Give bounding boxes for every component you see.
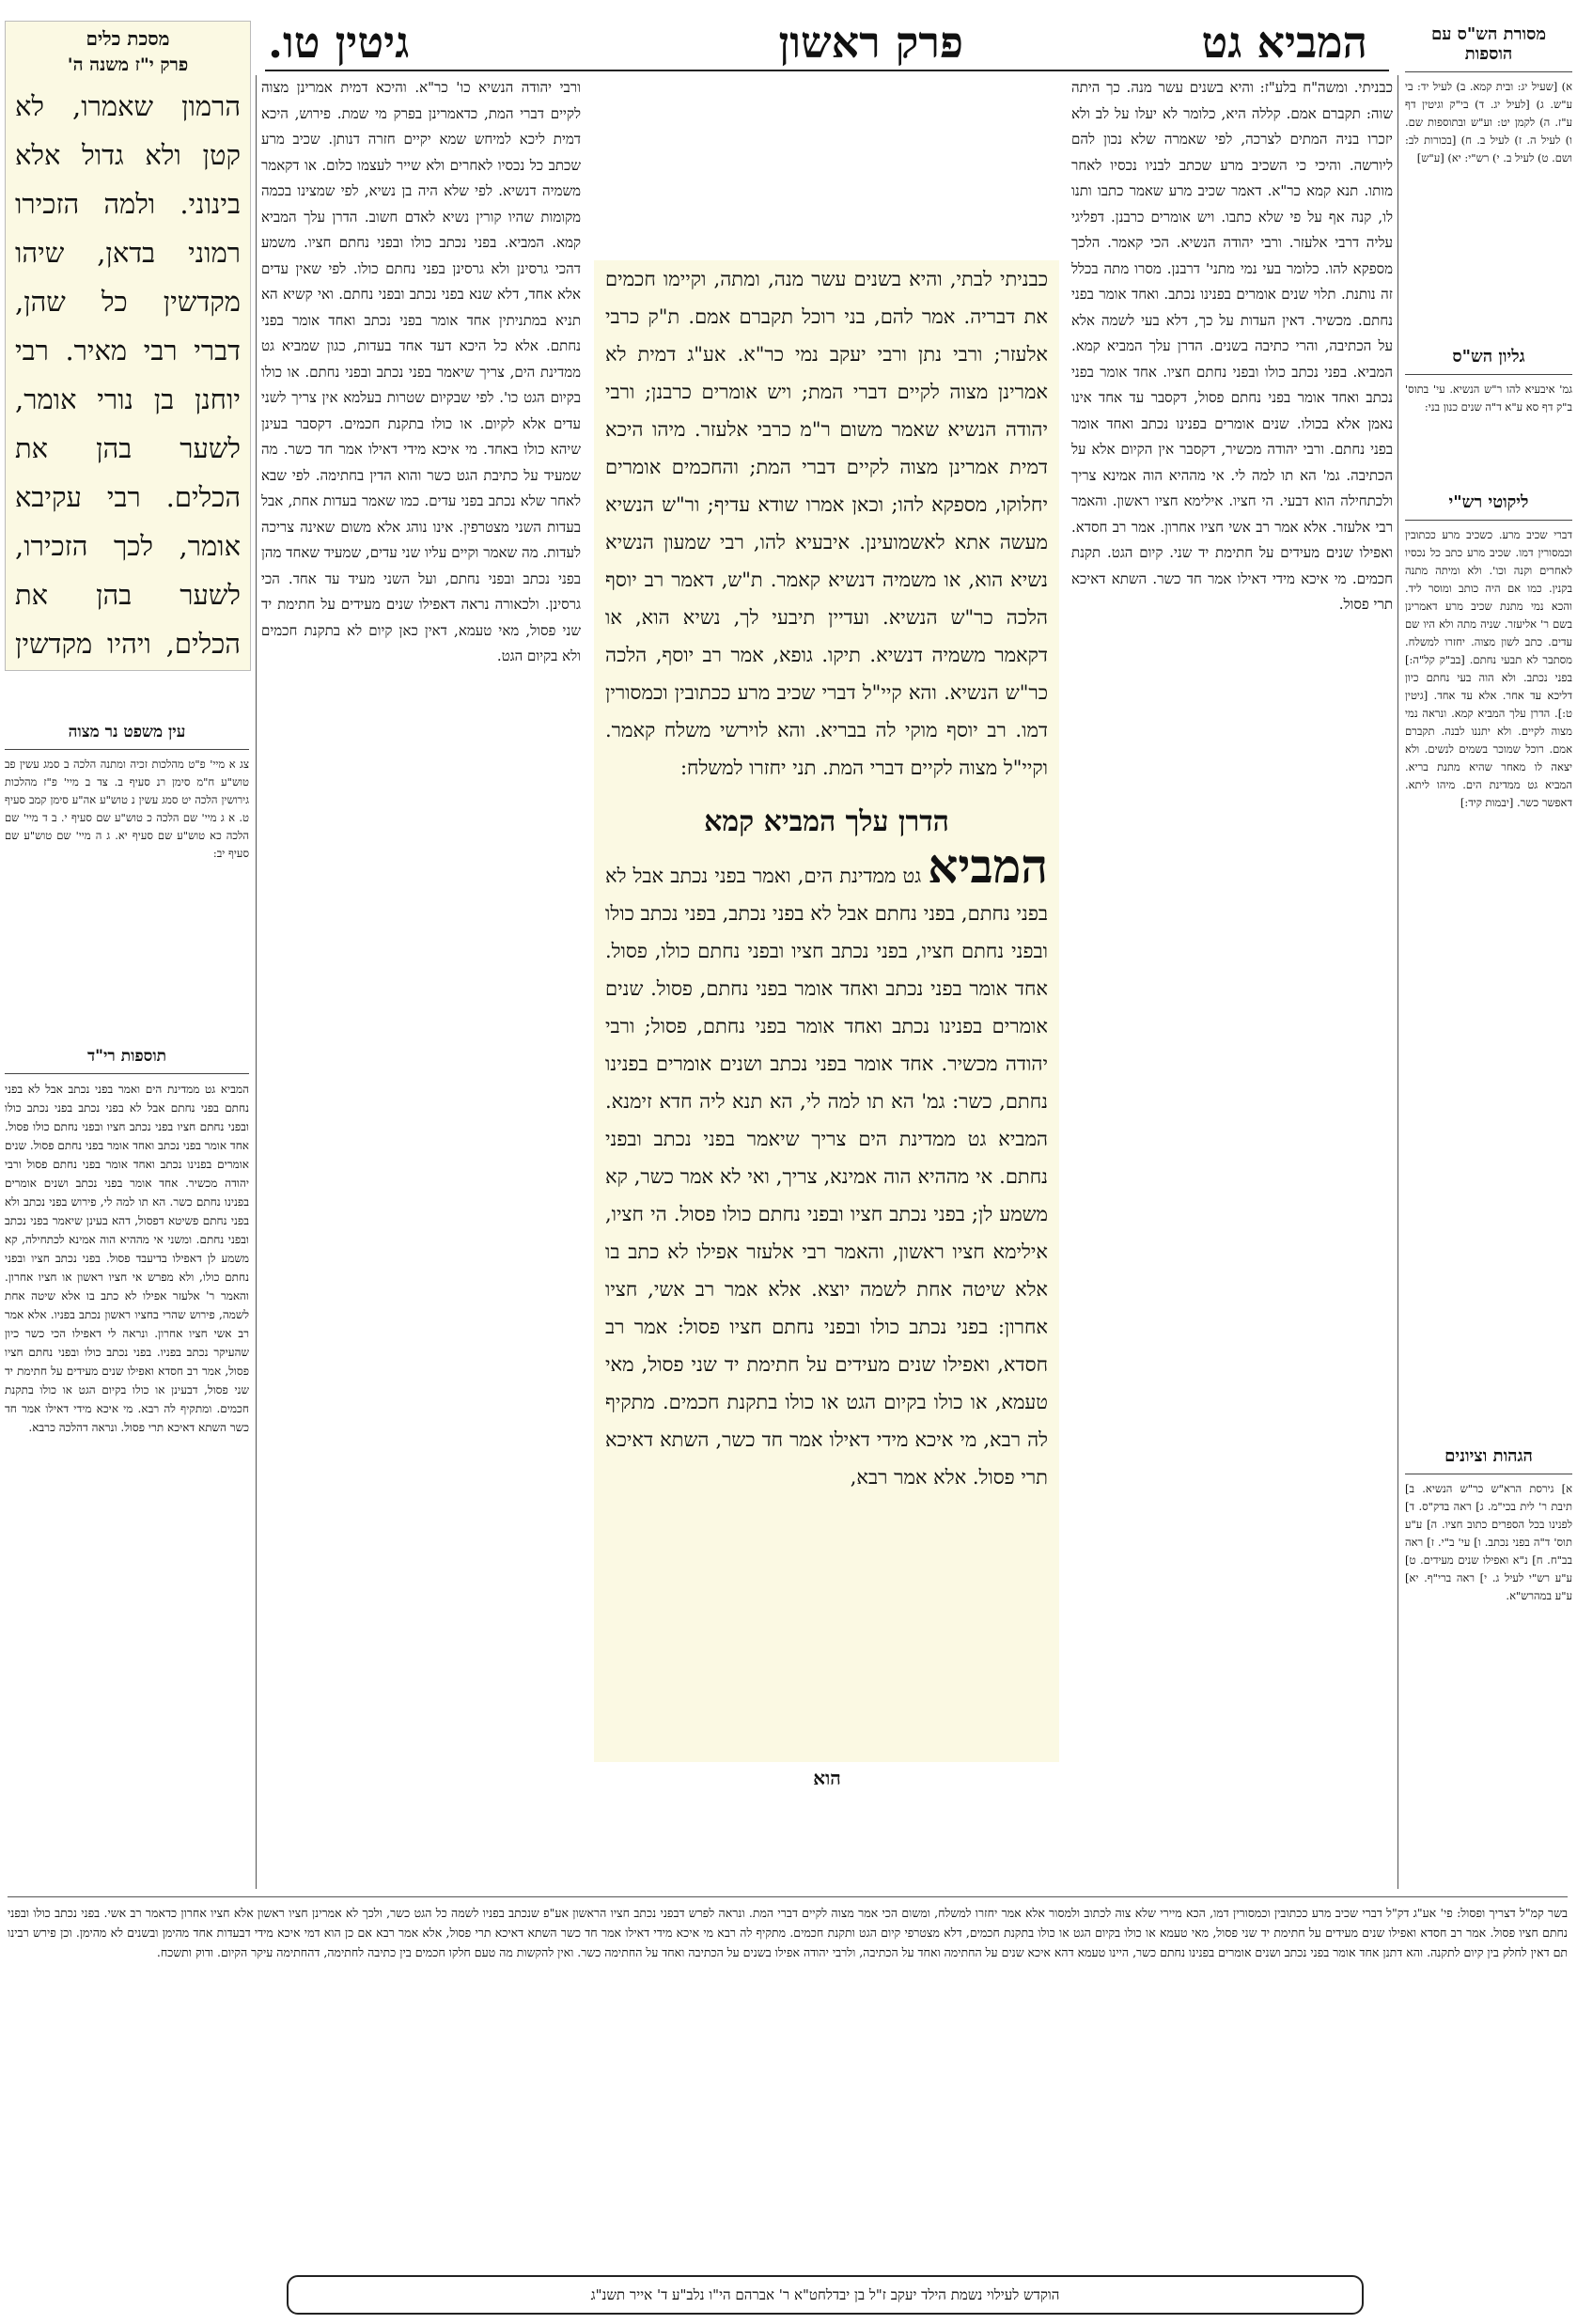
mishnah-opening-word: המביא [928, 838, 1048, 894]
gemara-text-after-hadran: גט ממדינת הים, ואמר בפני נכתב אבל לא בפני נחתם, בפני נחתם אבל לא בפני נכתב, בפני נכתב כולו ובפני נחתם חציו, בפני נכתב חציו ובפני נחתם כולו, פסול. אחד אומר בפני נכתב ואחד אומר בפני נחתם, פסול. שנים אומרים בפנינו נכתב ואחד אומר בפני נחתם, פסול; ורבי יהודה מכשיר. אחד אומר בפני נכתב ושנים אומרים בפנינו נחתם, כשר: גמ' הא תו למה לי, הא תנא ליה חדא זימנא. המביא גט ממדינת הים צריך שיאמר בפני נכתב ובפני נחתם. אי מההיא הוה אמינא, צריך, ואי לא אמר כשר, קא משמע לן; בפני נכתב חציו ובפני נחתם כולו פסול. הי חציו, אילימא חציו ראשון, והאמר רבי אלעזר אפילו לא כתב בו אלא שיטה אחת לשמה יוצא. אלא אמר רב אשי, חציו אחרון: בפני נכתב כולו ובפני נחתם חציו פסול: אמר רב חסדא, ואפילו שנים מעידים על חתימת יד שני פסול, מאי טעמא, או כולו בקיום הגט או כולו בתקנת חכמים. מתקיף לה רבא, מי איכא מידי דאילו אמר חד כשר, השתא דאיכא תרי פסול. אלא אמר רבא, [605, 865, 1048, 1489]
mesoret-text: א) [שעיל יג: ובית קמא. ב) לעיל יד: בי ע"ש. ג) [לעיל יג. ד) בי"ק וגיטין דף ע"ז. ה) לקמן יט: וע"ש ובתוספות שם. ו) לעיל ה. ז) לעיל ב. ח) [בכורות לב: ושם. ט) לעיל ב. י) רש"י: יא) [ע"ש] [1405, 80, 1572, 164]
mishnah-box-title: מסכת כלים [86, 27, 170, 50]
tosafot-text: ורבי יהודה הנשיא כו' כר"א. והיכא דמית אמרינן מצוה לקיים דברי המת, כדאמרינן בפרק מי שמת. פירוש, היכא דמית ליכא למיחש שמא יקיים חזרה דנותן. שכיב מרע שכתב כל נכסיו לאחרים ולא שייר לעצמו כלום. או דקאמר משמיה דנשיא. לפי שלא היה בן נשיא, לפי שמצינו בכמה מקומות שהיו קורין נשיא לאדם חשוב. הדרן עלך המביא קמא. המביא. בפני נכתב כולו ובפני נחתם חציו. משמע דהכי גרסינן ולא גרסינן בפני נחתם כולו. לפי שאין עדים אלא אחד, דלא שנא בפני נכתב ובפני נחתם. ואי קשיא הא תניא במתניתין אחד אומר בפני נכתב ואחד אומר בפני נחתם. אלא כל היכא דעד אחד בעדות, כגון שמביא גט ממדינת הים, צריך שיאמר בפני נכתב ובפני נחתם. או כולו בקיום הגט כו'. לפי שבקיום שטרות בעלמא אין צריך לשני עדים אלא לקיום. או כולו בתקנת חכמים. דקסבר בעינן שיהא כולו באחד. מי איכא מידי דאילו אמר חד כשר. מה שמעיד על כתיבת הגט כשר והוא הדין בחתימה. לפי שבא לאחר שלא נכתב בפני עדים. כמו שאמר בעדות אחת, אבל בעדות השני מצטרפין. אינו נוהג אלא משום שאינה צריכה לעדות. מה שאמר וקיים עליו שני עדים, שמעיד שאחד מהן בפני נכתב ובפני נחתם, ועל השני מעיד עד אחד. הכי גרסינן. ולכאורה נראה דאפילו שנים מעידים על חתימת יד שני פסול, מאי טעמא, דאין כאן קיום לא בתקנת חכמים ולא בקיום הגט. [261, 79, 581, 664]
ein-mishpat-text: צג א מיי' פ"ט מהלכות זכיה ומתנה הלכה ב סמג עשין פב טוש"ע ח"מ סימן רנ סעיף ב. צד ב מיי' פ"ז מהלכות גירושין הלכה יט סמג עשין נ טוש"ע אה"ע סימן קמב סעיף ט. א ג מיי' שם הלכה כ טוש"ע שם סעיף י. ב ד מיי' שם הלכה כא טוש"ע שם סעיף יא. ג ה מיי' שם טוש"ע שם סעיף יב: [5, 757, 249, 860]
tosafot-rid-text: המביא גט ממדינת הים ואמר בפני נכתב אבל לא בפני נחתם בפני נחתם אבל לא בפני נכתב בפני נכתב כולו ובפני נחתם חציו בפני נכתב חציו ובפני נחתם כולו פסול. אחד אומר בפני נכתב ואחד אומר בפני נחתם פסול. שנים אומרים בפנינו נכתב ואחד אומר בפני נחתם פסול ורבי יהודה מכשיר. אחד אומר בפני נכתב ושנים אומרים בפנינו נחתם כשר. הא תו למה לי, פירוש בפני נכתב ולא בפני נחתם פשיטא דפסול, דהא בעינן שיאמר בפני נכתב ובפני נחתם. ומשני אי מההיא הוה אמינא לכתחילה, קא משמע לן דאפילו בדיעבד פסול. בפני נכתב חציו ובפני נחתם כולו, ולא מפרש אי חציו ראשון או חציו אחרון. והאמר ר' אלעזר אפילו לא כתב בו אלא שיטה אחת לשמה, פירוש שהרי בחציו ראשון נכתב בפניו. אלא אמר רב אשי חציו אחרון. ונראה לי דאפילו הכי כשר כיון שהעיקר נכתב בפניו. בפני נכתב כולו ובפני נחתם חציו פסול, אמר רב חסדא ואפילו שנים מעידים על חתימת יד שני פסול, דבעינן או כולו בקיום הגט או כולו בתקנת חכמים. ומתקיף לה רבא. מי איכא מידי דאילו אמר חד כשר השתא דאיכא תרי פסול. ונראה דהלכה כרבא. [5, 1083, 249, 1434]
tosafot-rid-title: תוספות רי"ד [5, 1043, 249, 1074]
header-chapter-title: פרק ראשון [778, 17, 963, 68]
column-divider-right [1397, 75, 1398, 1889]
ein-mishpat-section [5, 719, 249, 1020]
mishnah-box-text: הרמון שאמרו, לא קטן ולא גדול אלא בינוני. ולמה הזכירו רמוני בדאן, שיהו מקדשין כל שהן, דברי רבי מאיר. רבי יוחנן בן נורי אומר, לשער בהן את הכלים. רבי עקיבא אומר, לכך הזכירו, לשער בהן את הכלים, ויהיו מקדשין [15, 90, 241, 660]
rashi-text: כבניתי. ומשה"ח בלע"ז: והיא בשנים עשר מנה. כך היתה שוה: תקברם אמם. קללה היא, כלומר לא יעלו על לב ולא יזכרו בניה המתים לצרכה, לפי שאמרה שלא נכון להם ליורשה. והיכי כי השכיב מרע שכתב לבניו נכסיו לאחר מותו. תנא קמא כר"א. דאמר שכיב מרע שאמר כתבו ותנו לו, קנה אף על פי שלא כתבו. ויש אומרים כרבנן. דפליגי עליה דרבי אלעזר. ורבי יהודה הנשיא. הכי קאמר. הלכך מספקא להו. כלומר בעי נמי מתני' דרבנן. מסרו מתה בכלל זה נותנת. תלוי שנים אומרים בפנינו נכתב. ואחד אומר בפני נחתם. מכשיר. דאין העדות על כך, דלא בעי לשמה אלא על הכתיבה, והרי כתיבה בשנים. הדרן עלך המביא קמא. המביא. בפני נכתב כולו ובפני נחתם חציו. אחד אומר בפני נכתב ואחד אומר בפני נחתם פסול, דקסבר עד אחד אינו נאמן אלא בכולו. שנים אומרים בפנינו נכתב ואחד אומר בפני נחתם. ורבי יהודה מכשיר, דקסבר אין הקיום אלא על הכתיבה. גמ' הא תו למה לי. אי מההיא הוה אמינא צריך ולכתחילה הוא דבעי. הי חציו. אילימא חציו ראשון. והאמר רבי אלעזר. אלא אמר רב אשי חציו אחרון. אמר רב חסדא. ואפילו שנים מעידים על חתימת יד שני. קיום הגט. תקנת חכמים. מי איכא מידי דאילו אמר חד כשר. השתא דאיכא תרי פסול. [1071, 79, 1393, 613]
gilyon-text: גמ' איבעיא להו ר"ש הנשיא. עי' בתוס' ב"ק דף סא ע"א ד"ה שנים כנון בני: [1405, 382, 1572, 413]
rashi-column [1071, 75, 1393, 1884]
likutei-text: דברי שכיב מרע. כשכיב מרע ככתובין וכמסורין דמו. שכיב מרע כתב כל נכסיו לאחרים וקנה וכו'. ולא ומיתה מתנה בקנין. כמו אם היה כותב ומוסר ליד. והכא נמי מתנת שכיב מרע דאמרינן בשם ר' אליעזר. שניה מתה ולא היו שם עדים. כתב לשון מצוה. יחזרו למשלח. מסתבר לא תבעי נחתם. [בב"ק קל"ה:] בפני נכתב. ולא הוה בעי נחתם כיון דליכא עד אחר. אלא עד אחד. [גיטין ט:]. הדרן עלך המביא קמא. ונראה נמי מצוה לקיים. ולא יתננו לבנה. תקברם אמם. רוכל שמוכר בשמים לנשים. ולא יצאה לו מאחר שהיא מתנת בריא. המביא גט ממדינת הים. מיהו ליתא. דאפשר כשר. [יבמות קיד:] [1405, 528, 1572, 809]
hagahot-text: א] גירסת הרא"ש כר"ש הנשיא. ב] תיבת ר' לית בכי"מ. ג] ראה בדק"ס. ד] לפנינו בכל הספרים כתוב חציו. ה] ע"ע תוס' ד"ה בפני נכתב. ו] עי' ב"י. ז] ראה בב"ח. ח] נ"א ואפילו שנים מעידים. ט] ע"ע רש"י לעיל ג. י] ראה ברי"ף. יא] ע"ע במהרש"א. [1405, 1482, 1572, 1602]
dedication-box: הוקדש לעילוי נשמת הילד יעקב ז"ל בן יבדלחט"א ר' אברהם הי"ו נלב"ע ד' אייר תשנ"ג [287, 2275, 1364, 2315]
gemara-hadran: הדרן עלך המביא קמא [704, 805, 949, 838]
gilyon-title: גליון הש"ס [1405, 343, 1572, 375]
gemara-text-before-hadran: כבניתי לבתי, והיא בשנים עשר מנה, ומתה, וקיימו חכמים את דבריה. אמר להם, בני רוכל תקברם אמם. ת"ק כרבי אלעזר; ורבי נתן ורבי יעקב נמי כר"א. אע"ג דמית לא אמרינן מצוה לקיים דברי המת; ויש אומרים כרבנן; ורבי יהודה הנשיא שאמר משום ר"מ כרבי אלעזר. מיהו היכא דמית אמרינן מצוה לקיים דברי המת; והחכמים אומרים יחלוקו, מספקא להו; וכאן אמרו שודא עדיף; ור"ש הנשיא מעשה אתא לאשמועינן. איבעיא להו, רבי שמעון הנשיא נשיא הוא, או משמיה דנשיא קאמר. ת"ש, דאמר רב יוסף הלכה כר"ש הנשיא. ועדיין תיבעי לך, נשיא הוא, או דקאמר משמיה דנשיא. תיקו. גופא, אמר רב יוסף, הלכה כר"ש הנשיא. והא קיי"ל דברי שכיב מרע ככתובין וכמסורין דמו. רב יוסף מוקי לה בבריא. והא לוירשי משלח קאמר. וקיי"ל מצוה לקיים דברי המת. תני יחזרו למשלח: [605, 268, 1048, 779]
catchword: הוא [813, 1767, 841, 1789]
likutei-rashi-section [1405, 489, 1572, 1334]
bottom-commentary: בשר קמ"ל דצריך ופסול: פי' אע"ג דק"ל דברי שכיב מרע ככתובין וכמסורין דמו, הכא מיירי שלא צוה לכתוב ולמסור אלא אמר יחזרו למשלח, ומשום הכי אמר מצוה לקיים דברי המת. ונראה לפרש דבפני נכתב חציו הראשון אע"פ שנכתב בפניו לשמה כל הגט כשר, ולכך לא אמרינן חציו ראשון אלא חציו אחרון כדאמר רב אשי. בפני נכתב כולו ובפני נחתם חציו פסול. אמר רב חסדא ואפילו שנים מעידים על חתימת יד שני פסול, מאי טעמא או כולו בקיום הגט או כולו בתקנת חכמים, דלא מצטרפי קיום הגט ותקנת חכמים. מתקיף לה רבא מי איכא מידי דאילו אמר חד כשר השתא דאיכא תרי פסול, אלא אמר רבא אם כן הוא דמי איכא מידי דבעדות אחד מהימן ובשנים לא מהימן. וכן פירש רבינו תם דאין לחלק בין קיום לתקנה. והא דתנן אחד אומר בפני נכתב ושנים אומרים בפנינו נחתם כשר, היינו טעמא דהא איכא שנים על החתימה ואחד על הכתיבה, ולרבי יהודה אפילו בשנים על הכתיבה ואחד על החתימה כשר. ואין להקשות מה טעם חלקו חכמים בין כתיבה לחתימה, דהחתימה עיקר הקיום. ודוק ותשכח. [8, 1906, 1568, 1959]
column-divider-left [256, 75, 257, 1889]
header-folio-title: גיטין טו. [268, 17, 410, 68]
mishnah-reference-box [5, 21, 251, 671]
header-tractate-title: המביא גט [1201, 17, 1367, 68]
hagahot-title: הגהות וציונים [1405, 1443, 1572, 1474]
page-header [268, 17, 1367, 68]
tosafot-rid-section [5, 1043, 249, 1889]
tosafot-column [261, 75, 581, 1884]
bottom-divider [8, 1896, 1568, 1897]
mesoret-hashas-section [1405, 21, 1572, 331]
mishnah-box-subtitle: פרק י"ז משנה ה' [67, 55, 189, 75]
gilyon-hashas-section [1405, 343, 1572, 475]
hagahot-section [1405, 1443, 1572, 1884]
likutei-title: ליקוטי רש"י [1405, 489, 1572, 521]
ein-mishpat-title: עין משפט נר מצוה [5, 719, 249, 750]
mesoret-title: מסורת הש"ס עם הוספות [1405, 21, 1572, 72]
gemara-main-text [594, 260, 1059, 1762]
header-rule [265, 70, 1389, 71]
